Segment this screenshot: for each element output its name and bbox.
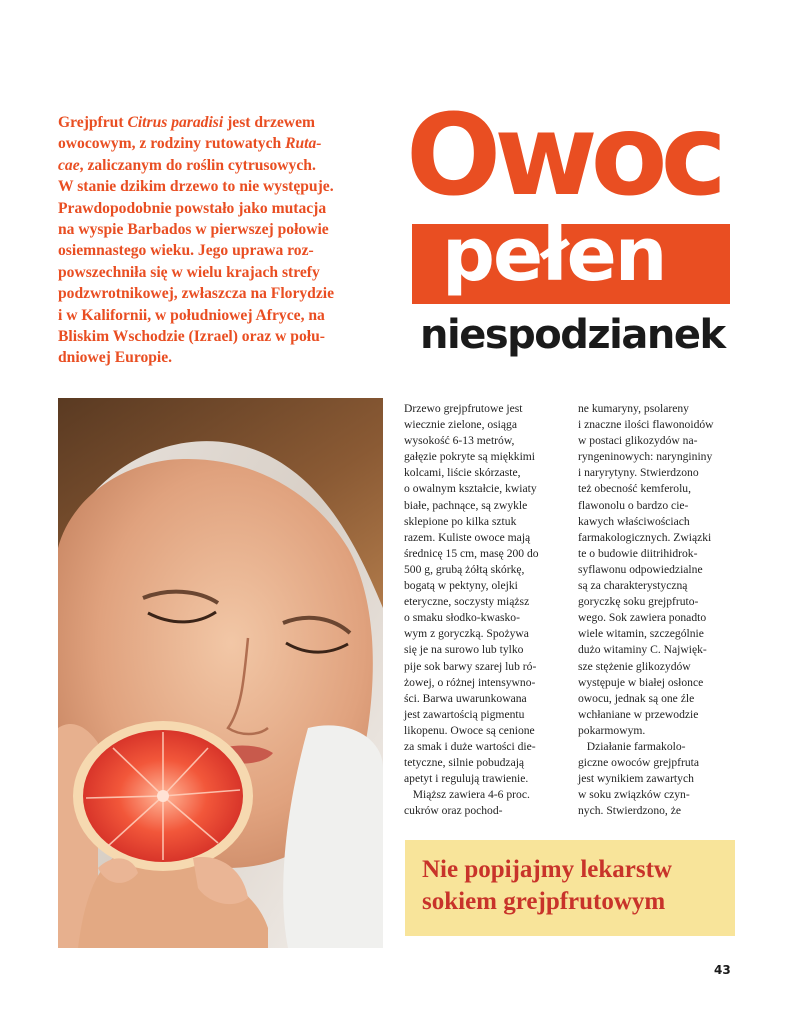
article-line: o owalnym kształcie, kwiaty [404, 482, 537, 496]
intro-text: podzwrotnikowej, zwłaszcza na Florydzie [58, 285, 335, 303]
intro-line [58, 283, 376, 304]
article-line: flawonolu o bardzo cie- [578, 498, 689, 512]
article-line: sze stężenie glikozydów [578, 659, 691, 673]
intro-text: powszechniła się w wielu krajach strefy [58, 263, 320, 281]
intro-text: dniowej Europie. [58, 349, 173, 367]
intro-paragraph [58, 112, 376, 369]
article-line: nych. Stwierdzono, że [578, 804, 682, 818]
article-line: wiele witamin, szczególnie [578, 627, 704, 641]
article-line: za smak i duże wartości die- [404, 739, 536, 753]
article-line: kawych właściwościach [578, 514, 690, 528]
article-line: wchłaniane w przewodzie [578, 707, 699, 721]
article-line: w soku związków czyn- [578, 788, 690, 802]
article-line: białe, pachnące, są zwykle [404, 498, 528, 512]
callout-box [405, 840, 735, 936]
article-line: gałęzie pokryte są miękkimi [404, 450, 536, 464]
article-line: owocu, jednak są one źle [578, 691, 695, 705]
article-line: w postaci glikozydów na- [578, 434, 698, 448]
intro-line [58, 112, 376, 133]
article-line: Działanie farmakolo- [578, 739, 686, 753]
intro-text: owocowym, z rodziny rutowatych [58, 135, 286, 153]
intro-text: jest drzewem [223, 114, 315, 131]
article-column-1 [404, 401, 564, 819]
article-line: cukrów oraz pochod- [404, 804, 503, 818]
headline-pelen: pełen [442, 212, 666, 298]
photo-illustration [58, 398, 383, 948]
intro-line [58, 219, 376, 240]
article-line: i znaczne ilości flawonoidów [578, 418, 714, 432]
article-line: syflawonu odpowiedzialne [578, 562, 703, 576]
article-line: sklepione po kilka sztuk [404, 514, 517, 528]
article-line: goryczkę soku grejpfruto- [578, 595, 699, 609]
headline-owoc: Owoc [406, 91, 721, 221]
callout-line-2: sokiem grejpfrutowym [422, 888, 666, 915]
intro-text: W stanie dzikim drzewo to nie występuje. [58, 178, 334, 196]
article-column-2 [578, 401, 738, 819]
photo-woman-eating-grapefruit [58, 398, 383, 948]
intro-text: osiemnastego wieku. Jego uprawa roz- [58, 242, 314, 260]
intro-line [58, 198, 376, 219]
article-line: występuje w białej osłonce [578, 675, 704, 689]
article-line: ne kumaryny, psolareny [578, 402, 689, 415]
article-line: razem. Kuliste owoce mają [404, 530, 531, 544]
intro-line [58, 155, 376, 176]
intro-text: Prawdopodobnie powstało jako mutacja [58, 199, 327, 217]
article-line: Drzewo grejpfrutowe jest [404, 402, 523, 415]
intro-line [58, 240, 376, 261]
intro-line [58, 305, 376, 326]
intro-italic-text: Citrus paradisi [127, 114, 224, 131]
article-line: jest zawartością pigmentu [404, 707, 525, 721]
article-line: farmakologicznych. Związki [578, 530, 712, 544]
article-line: się je na surowo lub tylko [404, 643, 524, 657]
article-line: ryngeninowych: naryngininy [578, 450, 713, 464]
article-line: też obecność kemferolu, [578, 482, 691, 496]
article-line: o smaku słodko-kwasko- [404, 611, 520, 625]
article-line: wiecznie zielone, osiąga [404, 418, 517, 432]
article-line: te o budowie diitrihidrok- [578, 546, 698, 560]
article-line: kolcami, liście skórzaste, [404, 466, 521, 480]
article-line: dużo witaminy C. Najwięk- [578, 643, 707, 657]
intro-italic-text: Ruta- [285, 135, 322, 153]
article-line: wym z goryczką. Spożywa [404, 627, 529, 641]
article-line: wego. Sok zawiera ponadto [578, 611, 707, 625]
article-line: wysokość 6-13 metrów, [404, 434, 515, 448]
intro-text: Grejpfrut [58, 114, 128, 131]
headline-niespodzianek: niespodzianek [420, 312, 725, 358]
article-line: są za charakterystyczną [578, 579, 688, 593]
article-line: żowej, o różnej intensywno- [404, 675, 536, 689]
article-line: pije sok barwy szarej lub ró- [404, 659, 537, 673]
article-line: Miąższ zawiera 4-6 proc. [404, 788, 530, 802]
intro-text: i w Kalifornii, w południowej Afryce, na [58, 306, 325, 324]
article-line: pokarmowym. [578, 723, 646, 737]
intro-line [58, 262, 376, 283]
article-line: likopenu. Owoce są cenione [404, 723, 535, 737]
article-line: tetyczne, silnie pobudzają [404, 756, 525, 770]
article-line: eteryczne, soczysty miąższ [404, 595, 530, 609]
article-line: i naryrytyny. Stwierdzono [578, 466, 699, 480]
intro-text: Bliskim Wschodzie (Izrael) oraz w połu- [58, 328, 325, 346]
intro-line [58, 347, 376, 368]
callout-line-1: Nie popijajmy lekarstw [422, 856, 672, 883]
intro-text: , zaliczanym do roślin cytrusowych. [79, 156, 316, 174]
article-line: bogatą w pektyny, olejki [404, 579, 518, 593]
intro-line [58, 133, 376, 154]
article-line: średnicę 15 cm, masę 200 do [404, 546, 539, 560]
callout-heading [422, 854, 672, 918]
intro-italic-text: cae [58, 156, 80, 174]
article-line: apetyt i regulują trawienie. [404, 772, 529, 786]
article-line: jest wynikiem zawartych [578, 772, 694, 786]
intro-line [58, 176, 376, 197]
intro-text: na wyspie Barbados w pierwszej połowie [58, 221, 329, 239]
article-line: 500 g, grubą żółtą skórkę, [404, 562, 525, 576]
intro-line [58, 326, 376, 347]
article-line: giczne owoców grejpfruta [578, 756, 700, 770]
page-number: 43 [714, 963, 731, 977]
article-line: ści. Barwa uwarunkowana [404, 691, 527, 705]
